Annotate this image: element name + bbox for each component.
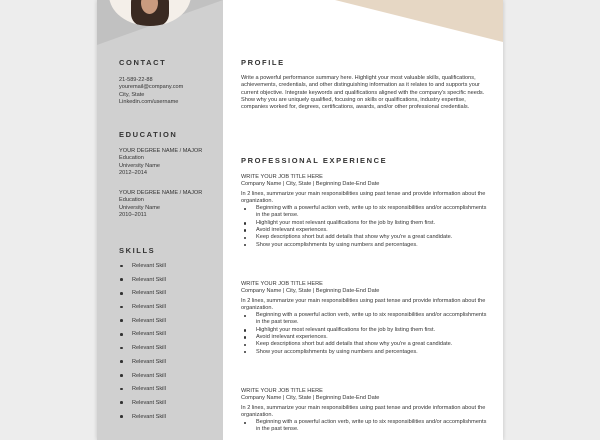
job-bullet: Beginning with a powerful action verb, write up to six responsibilities and/or accomplishments in the past tense.	[256, 205, 489, 220]
contact-phone: 21-589-22-88	[119, 77, 153, 83]
job-bullet: Beginning with a powerful action verb, write up to six responsibilities and/or accomplishments in the past tense.	[256, 312, 489, 327]
skill-item: Relevant Skill	[119, 263, 219, 277]
education-degree: YOUR DEGREE NAME / MAJOR	[119, 190, 203, 196]
skill-item: Relevant Skill	[119, 373, 219, 387]
resume-page	[97, 0, 503, 440]
skill-item: Relevant Skill	[119, 414, 219, 428]
job-title: WRITE YOUR JOB TITLE HERE	[241, 388, 323, 394]
profile-summary: Write a powerful performance summary here. Highlight your most valuable skills, qualifications, achievements, credentials, and other distinguishing information as it relates to and supports your current objective. Integrate keywords and qualifications aligned with the company's specific needs. Show why you are uniquely qualified, focusing on skills or qualifications, industry expertise, companies worked for, degrees, certifications, awards, and/or other professional credentials.	[241, 75, 485, 111]
header-accent-shape	[223, 0, 503, 42]
job-meta: Company Name | City, State | Beginning Date-End Date	[241, 288, 380, 295]
job-title: WRITE YOUR JOB TITLE HERE	[241, 174, 323, 180]
job-bullet: Highlight your most relevant qualifications for the job by listing them first.	[256, 220, 489, 227]
job-summary: In 2 lines, summarize your main responsibilities using past tense and provide information about the organization.	[241, 404, 486, 418]
job-meta: Company Name | City, State | Beginning Date-End Date	[241, 181, 380, 188]
experience-heading: PROFESSIONAL EXPERIENCE	[241, 156, 388, 165]
skill-item: Relevant Skill	[119, 386, 219, 400]
education-label: Education	[119, 155, 144, 162]
job-bullet: Beginning with a powerful action verb, write up to six responsibilities and/or accomplishments in the past tense.	[256, 419, 489, 434]
skill-item: Relevant Skill	[119, 400, 219, 414]
profile-heading: PROFILE	[241, 58, 285, 67]
contact-linkedin: Linkedin.com/username	[119, 98, 179, 105]
contact-location: City, State	[119, 91, 145, 98]
skill-item: Relevant Skill	[119, 304, 219, 318]
job-meta: Company Name | City, State | Beginning Date-End Date	[241, 395, 380, 402]
job-bullet: Show your accomplishments by using numbers and percentages.	[256, 349, 489, 356]
education-university: University Name	[119, 204, 161, 211]
job-summary: In 2 lines, summarize your main responsibilities using past tense and provide information about the organization.	[241, 297, 486, 311]
skills-list	[119, 263, 219, 427]
job-bullet: Keep descriptions short but add details that show why you're a great candidate.	[256, 341, 489, 348]
skill-item: Relevant Skill	[119, 345, 219, 359]
contact-email: youremail@company.com	[119, 84, 184, 91]
education-years: 2010–2011	[119, 211, 147, 218]
education-entry	[119, 190, 202, 219]
job-bullet: Highlight your most relevant qualifications for the job by listing them first.	[256, 327, 489, 334]
job-bullets	[241, 419, 489, 434]
sidebar	[97, 0, 223, 440]
education-degree: YOUR DEGREE NAME / MAJOR	[119, 148, 203, 154]
job-bullet: Avoid irrelevant experiences.	[256, 334, 489, 341]
job-entry	[241, 174, 489, 249]
skill-item: Relevant Skill	[119, 359, 219, 373]
job-bullets	[241, 205, 489, 249]
job-bullet: Show your accomplishments by using numbers and percentages.	[256, 242, 489, 249]
contact-heading: CONTACT	[119, 58, 167, 67]
education-years: 2012–2014	[119, 169, 147, 176]
job-title: WRITE YOUR JOB TITLE HERE	[241, 281, 323, 287]
skills-heading: SKILLS	[119, 246, 156, 255]
contact-details	[119, 77, 183, 106]
job-bullet: Avoid irrelevant experiences.	[256, 227, 489, 234]
job-summary: In 2 lines, summarize your main responsibilities using past tense and provide information about the organization.	[241, 190, 486, 204]
skill-item: Relevant Skill	[119, 277, 219, 291]
skill-item: Relevant Skill	[119, 331, 219, 345]
education-entry	[119, 148, 202, 177]
skill-item: Relevant Skill	[119, 290, 219, 304]
skill-item: Relevant Skill	[119, 318, 219, 332]
education-heading: EDUCATION	[119, 130, 178, 139]
job-bullets	[241, 312, 489, 356]
education-label: Education	[119, 197, 144, 204]
education-university: University Name	[119, 162, 161, 169]
job-entry	[241, 388, 489, 434]
job-bullet: Keep descriptions short but add details that show why you're a great candidate.	[256, 234, 489, 241]
job-entry	[241, 281, 489, 356]
